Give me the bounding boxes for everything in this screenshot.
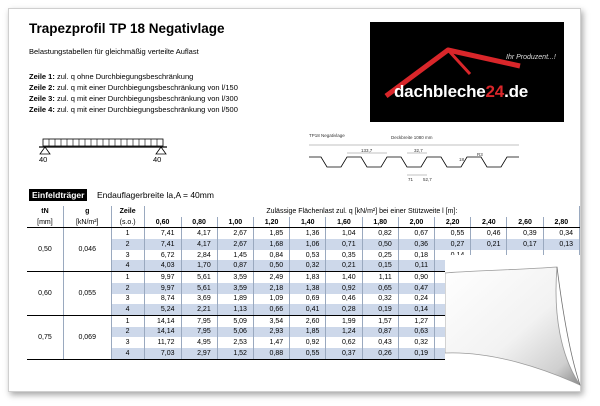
- load-value-cell: 0,53: [290, 250, 326, 261]
- row-number-cell: 1: [111, 272, 144, 283]
- load-value-cell: 2,60: [290, 315, 326, 326]
- load-value-cell: 0,24: [398, 294, 434, 305]
- load-value-cell: 7,41: [144, 228, 181, 239]
- load-value-cell: 11,72: [144, 337, 181, 348]
- row-legend-item: Zeile 3: zul. q mit einer Durchbiegungsbeschränkung von l/300: [29, 94, 238, 103]
- brand-logo: [370, 22, 564, 122]
- page-title: Trapezprofil TP 18 Negativlage: [29, 21, 225, 36]
- row-number-cell: 1: [111, 315, 144, 326]
- load-value-cell: 1,52: [217, 348, 253, 359]
- load-value-cell: 1,13: [217, 304, 253, 315]
- load-value-cell: 2,67: [217, 228, 253, 239]
- single-span-beam-diagram: [33, 137, 173, 163]
- load-value-cell: 0,55: [435, 228, 471, 239]
- load-value-cell: 9,97: [144, 272, 181, 283]
- support-width-text: Endauflagerbreite la,A = 40mm: [97, 190, 214, 200]
- span-header: 2,20: [435, 217, 471, 228]
- load-value-cell: 7,95: [181, 315, 217, 326]
- load-value-cell: 4,17: [181, 239, 217, 250]
- row-number-cell: 4: [111, 260, 144, 271]
- profile-pitch-label: 133,7: [361, 148, 373, 153]
- load-value-cell: 0,90: [398, 272, 434, 283]
- thickness-cell: 0,75: [27, 315, 63, 359]
- profile-name-label: TP18 Negativlage: [309, 133, 345, 138]
- load-value-cell: 0,21: [471, 239, 507, 250]
- load-value-cell: 2,18: [253, 283, 289, 294]
- profile-w1-label: 71: [408, 177, 414, 182]
- load-value-cell: 0,15: [362, 260, 398, 271]
- load-value-cell: 4,95: [181, 337, 217, 348]
- load-value-cell: 0,92: [326, 283, 362, 294]
- span-header: 2,80: [543, 217, 579, 228]
- load-value-cell: 2,97: [181, 348, 217, 359]
- load-value-cell: 0,17: [507, 239, 543, 250]
- load-value-cell: 0,50: [253, 260, 289, 271]
- row-legend: [29, 71, 238, 115]
- table-row: [27, 228, 580, 239]
- load-value-cell: 8,74: [144, 294, 181, 305]
- load-value-cell: 1,85: [253, 228, 289, 239]
- load-value-cell: 0,27: [435, 239, 471, 250]
- load-value-cell: 1,70: [181, 260, 217, 271]
- load-value-cell: 5,61: [181, 283, 217, 294]
- span-header: 1,60: [326, 217, 362, 228]
- thickness-cell: 0,50: [27, 228, 63, 272]
- load-value-cell: 0,26: [362, 348, 398, 359]
- beam-support-right: 40: [153, 155, 162, 164]
- load-value-cell: 0,47: [398, 283, 434, 294]
- load-value-cell: 14,14: [144, 327, 181, 338]
- load-value-cell: 0,43: [362, 337, 398, 348]
- profile-w2-label: 52,7: [423, 177, 432, 182]
- span-header: 1,00: [217, 217, 253, 228]
- page-subtitle: Belastungstabellen für gleichmäßig verteilte Auflast: [29, 47, 199, 56]
- header-weight-unit: [kN/m²]: [63, 217, 111, 228]
- load-value-cell: 1,11: [362, 272, 398, 283]
- logo-tagline: Ihr Produzent...!: [506, 54, 556, 61]
- load-value-cell: 0,69: [290, 294, 326, 305]
- load-value-cell: 2,49: [253, 272, 289, 283]
- weight-cell: 0,046: [63, 228, 111, 272]
- span-header: 2,40: [471, 217, 507, 228]
- single-span-tag: Einfeldträger: [29, 189, 87, 201]
- load-value-cell: 3,69: [181, 294, 217, 305]
- load-value-cell: 0,37: [326, 348, 362, 359]
- beam-support-left: 40: [39, 155, 48, 164]
- load-value-cell: 0,34: [543, 228, 579, 239]
- load-value-cell: 1,99: [326, 315, 362, 326]
- span-header: 0,80: [181, 217, 217, 228]
- row-number-cell: 1: [111, 228, 144, 239]
- load-value-cell: 0,84: [253, 250, 289, 261]
- row-legend-item: Zeile 1: zul. q ohne Durchbiegungsbeschränkung: [29, 72, 194, 81]
- row-number-cell: 2: [111, 239, 144, 250]
- load-value-cell: 0,62: [326, 337, 362, 348]
- load-value-cell: 1,85: [290, 327, 326, 338]
- load-value-cell: 0,46: [471, 228, 507, 239]
- load-value-cell: 2,53: [217, 337, 253, 348]
- load-value-cell: 3,59: [217, 272, 253, 283]
- load-value-cell: 2,21: [181, 304, 217, 315]
- load-value-cell: 3,59: [217, 283, 253, 294]
- load-value-cell: 0,71: [326, 239, 362, 250]
- load-value-cell: 0,92: [290, 337, 326, 348]
- thickness-cell: 0,60: [27, 272, 63, 316]
- load-value-cell: 0,65: [362, 283, 398, 294]
- page-curl-overlay: [445, 255, 600, 405]
- load-value-cell: 1,38: [290, 283, 326, 294]
- header-weight: g: [63, 206, 111, 217]
- load-value-cell: 1,68: [253, 239, 289, 250]
- load-value-cell: 1,06: [290, 239, 326, 250]
- span-header: 1,40: [290, 217, 326, 228]
- load-value-cell: 4,03: [144, 260, 181, 271]
- load-value-cell: 1,04: [326, 228, 362, 239]
- load-value-cell: 1,89: [217, 294, 253, 305]
- load-value-cell: 0,32: [362, 294, 398, 305]
- load-value-cell: 0,13: [543, 239, 579, 250]
- load-value-cell: 1,83: [290, 272, 326, 283]
- span-header: 2,00: [398, 217, 434, 228]
- row-number-cell: 2: [111, 283, 144, 294]
- span-header: 1,20: [253, 217, 289, 228]
- load-value-cell: 0,50: [362, 239, 398, 250]
- span-header: 0,60: [144, 217, 181, 228]
- load-value-cell: 7,95: [181, 327, 217, 338]
- load-value-cell: 0,82: [362, 228, 398, 239]
- trapezoid-profile-diagram: [307, 131, 522, 191]
- header-main: Zulässige Flächenlast zul. q [kN/m²] bei einer Stützweite l [m]:: [144, 206, 579, 217]
- load-value-cell: 0,18: [398, 250, 434, 261]
- load-value-cell: 0,28: [326, 304, 362, 315]
- load-value-cell: 3,54: [253, 315, 289, 326]
- load-value-cell: 0,35: [326, 250, 362, 261]
- load-value-cell: 0,19: [362, 304, 398, 315]
- load-value-cell: 0,14: [398, 304, 434, 315]
- load-value-cell: 5,09: [217, 315, 253, 326]
- load-value-cell: 0,87: [362, 327, 398, 338]
- load-value-cell: 5,61: [181, 272, 217, 283]
- row-number-cell: 4: [111, 304, 144, 315]
- load-value-cell: 0,67: [398, 228, 434, 239]
- logo-wordmark: dachbleche24.de: [394, 82, 529, 101]
- load-value-cell: 0,66: [253, 304, 289, 315]
- load-value-cell: 0,55: [290, 348, 326, 359]
- load-value-cell: 1,36: [290, 228, 326, 239]
- load-value-cell: 1,57: [362, 315, 398, 326]
- load-value-cell: 1,09: [253, 294, 289, 305]
- load-value-cell: 1,24: [326, 327, 362, 338]
- row-legend-item: Zeile 4: zul. q mit einer Durchbiegungsbeschränkung von l/500: [29, 105, 238, 114]
- load-value-cell: 0,41: [290, 304, 326, 315]
- load-value-cell: 0,46: [326, 294, 362, 305]
- profile-height-label: 18: [459, 157, 465, 162]
- load-value-cell: 0,87: [217, 260, 253, 271]
- row-number-cell: 4: [111, 348, 144, 359]
- span-header: 2,60: [507, 217, 543, 228]
- load-value-cell: 1,27: [398, 315, 434, 326]
- header-row: Zeile: [111, 206, 144, 217]
- span-header: 1,80: [362, 217, 398, 228]
- load-value-cell: 1,45: [217, 250, 253, 261]
- header-thickness-unit: [mm]: [27, 217, 63, 228]
- header-row-unit: (s.o.): [111, 217, 144, 228]
- load-value-cell: 2,93: [253, 327, 289, 338]
- weight-cell: 0,055: [63, 272, 111, 316]
- load-value-cell: 6,72: [144, 250, 181, 261]
- load-value-cell: 2,84: [181, 250, 217, 261]
- load-value-cell: 0,25: [362, 250, 398, 261]
- row-legend-item: Zeile 2: zul. q mit einer Durchbiegungsbeschränkung von l/150: [29, 83, 238, 92]
- load-value-cell: 14,14: [144, 315, 181, 326]
- load-value-cell: 0,32: [398, 337, 434, 348]
- load-value-cell: 0,32: [290, 260, 326, 271]
- row-number-cell: 3: [111, 294, 144, 305]
- load-value-cell: 7,03: [144, 348, 181, 359]
- load-value-cell: 2,67: [217, 239, 253, 250]
- load-value-cell: 1,47: [253, 337, 289, 348]
- load-value-cell: 0,19: [398, 348, 434, 359]
- row-number-cell: 3: [111, 250, 144, 261]
- load-value-cell: 1,40: [326, 272, 362, 283]
- row-number-cell: 2: [111, 327, 144, 338]
- load-value-cell: 9,97: [144, 283, 181, 294]
- load-value-cell: 0,63: [398, 327, 434, 338]
- load-value-cell: 0,21: [326, 260, 362, 271]
- roof-logo-icon: [370, 22, 564, 122]
- profile-top-label: 32,7: [414, 148, 423, 153]
- load-value-cell: 0,36: [398, 239, 434, 250]
- load-value-cell: 7,41: [144, 239, 181, 250]
- profile-deck-label: Deckbreite 1080 mm: [391, 135, 433, 140]
- load-value-cell: 0,11: [398, 260, 434, 271]
- load-value-cell: 0,39: [507, 228, 543, 239]
- profile-radius-label: R3: [477, 152, 483, 157]
- load-value-cell: 0,88: [253, 348, 289, 359]
- load-value-cell: 4,17: [181, 228, 217, 239]
- load-value-cell: 5,06: [217, 327, 253, 338]
- weight-cell: 0,069: [63, 315, 111, 359]
- header-thickness: tN: [27, 206, 63, 217]
- load-value-cell: 5,24: [144, 304, 181, 315]
- row-number-cell: 3: [111, 337, 144, 348]
